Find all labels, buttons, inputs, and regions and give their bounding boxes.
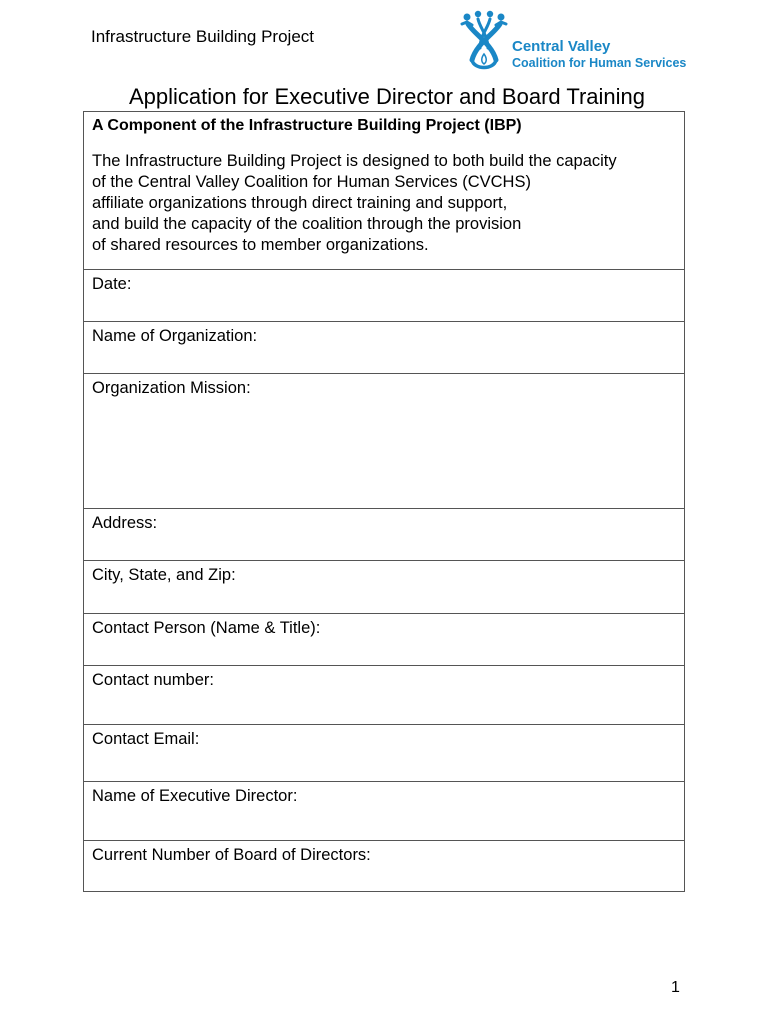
field-label: Organization Mission: xyxy=(92,379,251,397)
page-number: 1 xyxy=(671,979,680,996)
field-city-state-zip[interactable] xyxy=(84,561,684,614)
field-label: City, State, and Zip: xyxy=(92,566,236,584)
field-label: Contact number: xyxy=(92,671,214,689)
intro-line: and build the capacity of the coalition through the provision xyxy=(92,215,522,233)
field-label: Contact Email: xyxy=(92,730,200,748)
field-address[interactable] xyxy=(84,509,684,561)
logo-text-central-valley: Central Valley xyxy=(512,38,611,55)
field-label: Current Number of Board of Directors: xyxy=(92,846,371,864)
field-label: Date: xyxy=(92,275,132,293)
intro-line: of the Central Valley Coalition for Human Services (CVCHS) xyxy=(92,173,531,191)
field-board-count[interactable] xyxy=(84,841,684,891)
field-contact-person[interactable] xyxy=(84,614,684,666)
intro-line: The Infrastructure Building Project is designed to both build the capacity xyxy=(92,152,617,170)
field-executive-director[interactable] xyxy=(84,782,684,841)
field-label: Name of Organization: xyxy=(92,327,258,345)
field-label: Name of Executive Director: xyxy=(92,787,298,805)
intro-heading: A Component of the Infrastructure Building Project (IBP) xyxy=(92,117,522,134)
intro-paragraph xyxy=(92,151,676,256)
intro-section xyxy=(84,112,684,270)
application-form xyxy=(83,111,685,892)
project-name-header: Infrastructure Building Project xyxy=(91,27,314,46)
field-contact-email[interactable] xyxy=(84,725,684,782)
field-contact-number[interactable] xyxy=(84,666,684,725)
figures-logo-icon xyxy=(458,10,510,72)
field-organization-name[interactable] xyxy=(84,322,684,374)
field-date[interactable] xyxy=(84,270,684,322)
field-label: Address: xyxy=(92,514,158,532)
field-label: Contact Person (Name & Title): xyxy=(92,619,321,637)
cvchs-logo xyxy=(458,10,698,76)
intro-line: of shared resources to member organizations. xyxy=(92,236,429,254)
intro-line: affiliate organizations through direct training and support, xyxy=(92,194,508,212)
field-organization-mission[interactable] xyxy=(84,374,684,509)
document-title: Application for Executive Director and Board Training xyxy=(128,84,646,109)
logo-text-coalition: Coalition for Human Services xyxy=(512,56,687,70)
